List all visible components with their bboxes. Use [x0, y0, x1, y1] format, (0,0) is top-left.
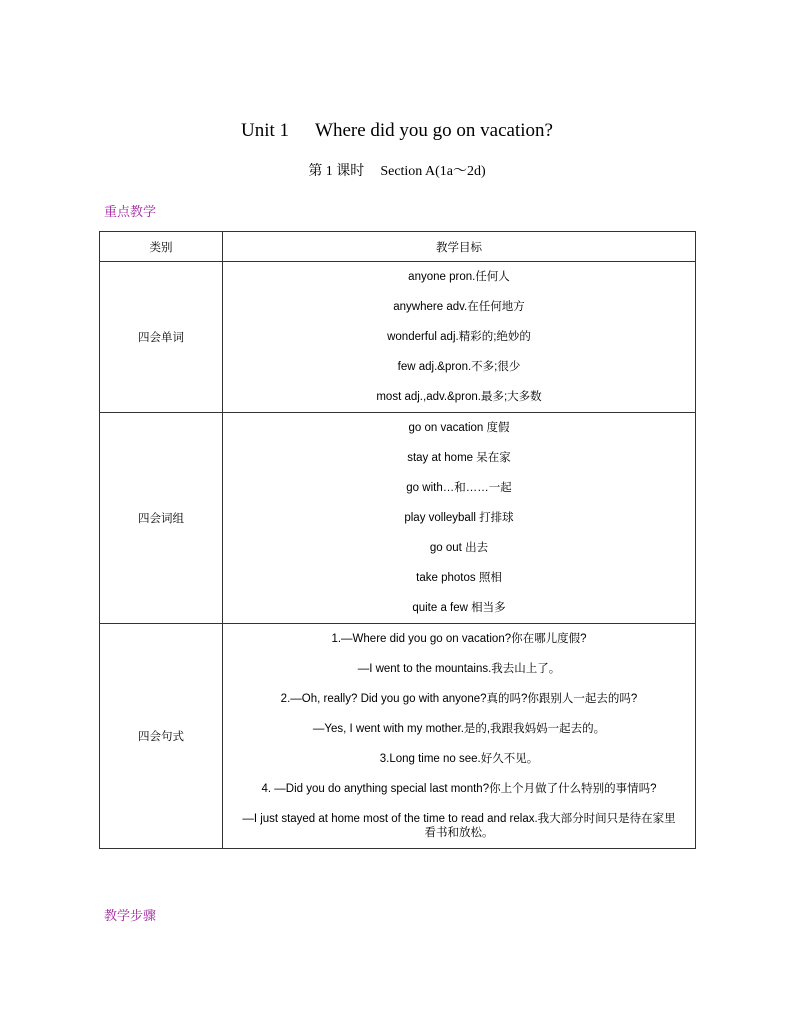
table-row — [100, 262, 696, 413]
list-item: play volleyball 打排球 — [404, 512, 514, 524]
focus-heading: 重点教学 — [104, 205, 157, 220]
unit-number: Unit 1 — [241, 120, 290, 141]
list-item: anyone pron.任何人 — [408, 271, 510, 283]
list-item: quite a few 相当多 — [412, 602, 506, 614]
goals-cell — [223, 262, 696, 413]
teaching-goals-table — [99, 231, 696, 849]
list-item: 1.—Where did you go on vacation?你在哪儿度假? — [331, 633, 587, 645]
list-item: wonderful adj.精彩的;绝妙的 — [387, 331, 531, 343]
category-cell: 四会句式 — [100, 624, 223, 849]
header-category: 类别 — [100, 232, 223, 262]
unit-title — [0, 120, 794, 142]
list-item: 2.—Oh, really? Did you go with anyone?真的吗?你跟别人一起去的吗? — [280, 693, 638, 705]
category-cell: 四会词组 — [100, 413, 223, 624]
list-item: take photos 照相 — [416, 572, 502, 584]
lesson-number: 第 1 课时 — [308, 164, 365, 179]
list-item: —I just stayed at home most of the time to read and relax.我大部分时间只是待在家里看书和放松。 — [242, 813, 676, 839]
list-item: go with…和……一起 — [406, 482, 512, 494]
category-cell: 四会单词 — [100, 262, 223, 413]
steps-heading: 教学步骤 — [104, 909, 157, 924]
list-item: —Yes, I went with my mother.是的,我跟我妈妈一起去的。 — [312, 723, 606, 735]
table-header-row — [100, 232, 696, 262]
table-row — [100, 413, 696, 624]
list-item: 3.Long time no see.好久不见。 — [379, 753, 539, 765]
goals-cell — [223, 413, 696, 624]
table-row — [100, 624, 696, 849]
list-item: go on vacation 度假 — [408, 422, 510, 434]
list-item: 4. —Did you do anything special last month?你上个月做了什么特别的事情吗? — [261, 783, 657, 795]
list-item: anywhere adv.在任何地方 — [393, 301, 525, 313]
header-goals: 教学目标 — [223, 232, 696, 262]
list-item: stay at home 呆在家 — [407, 452, 511, 464]
list-item: go out 出去 — [429, 542, 489, 554]
goals-cell — [223, 624, 696, 849]
section-range: Section A(1a～2d) — [380, 164, 486, 179]
lesson-subtitle — [0, 160, 794, 180]
list-item: most adj.,adv.&pron.最多;大多数 — [376, 391, 542, 403]
list-item: —I went to the mountains.我去山上了。 — [357, 663, 561, 675]
unit-title-text: Where did you go on vacation? — [315, 120, 553, 141]
list-item: few adj.&pron.不多;很少 — [397, 361, 521, 373]
